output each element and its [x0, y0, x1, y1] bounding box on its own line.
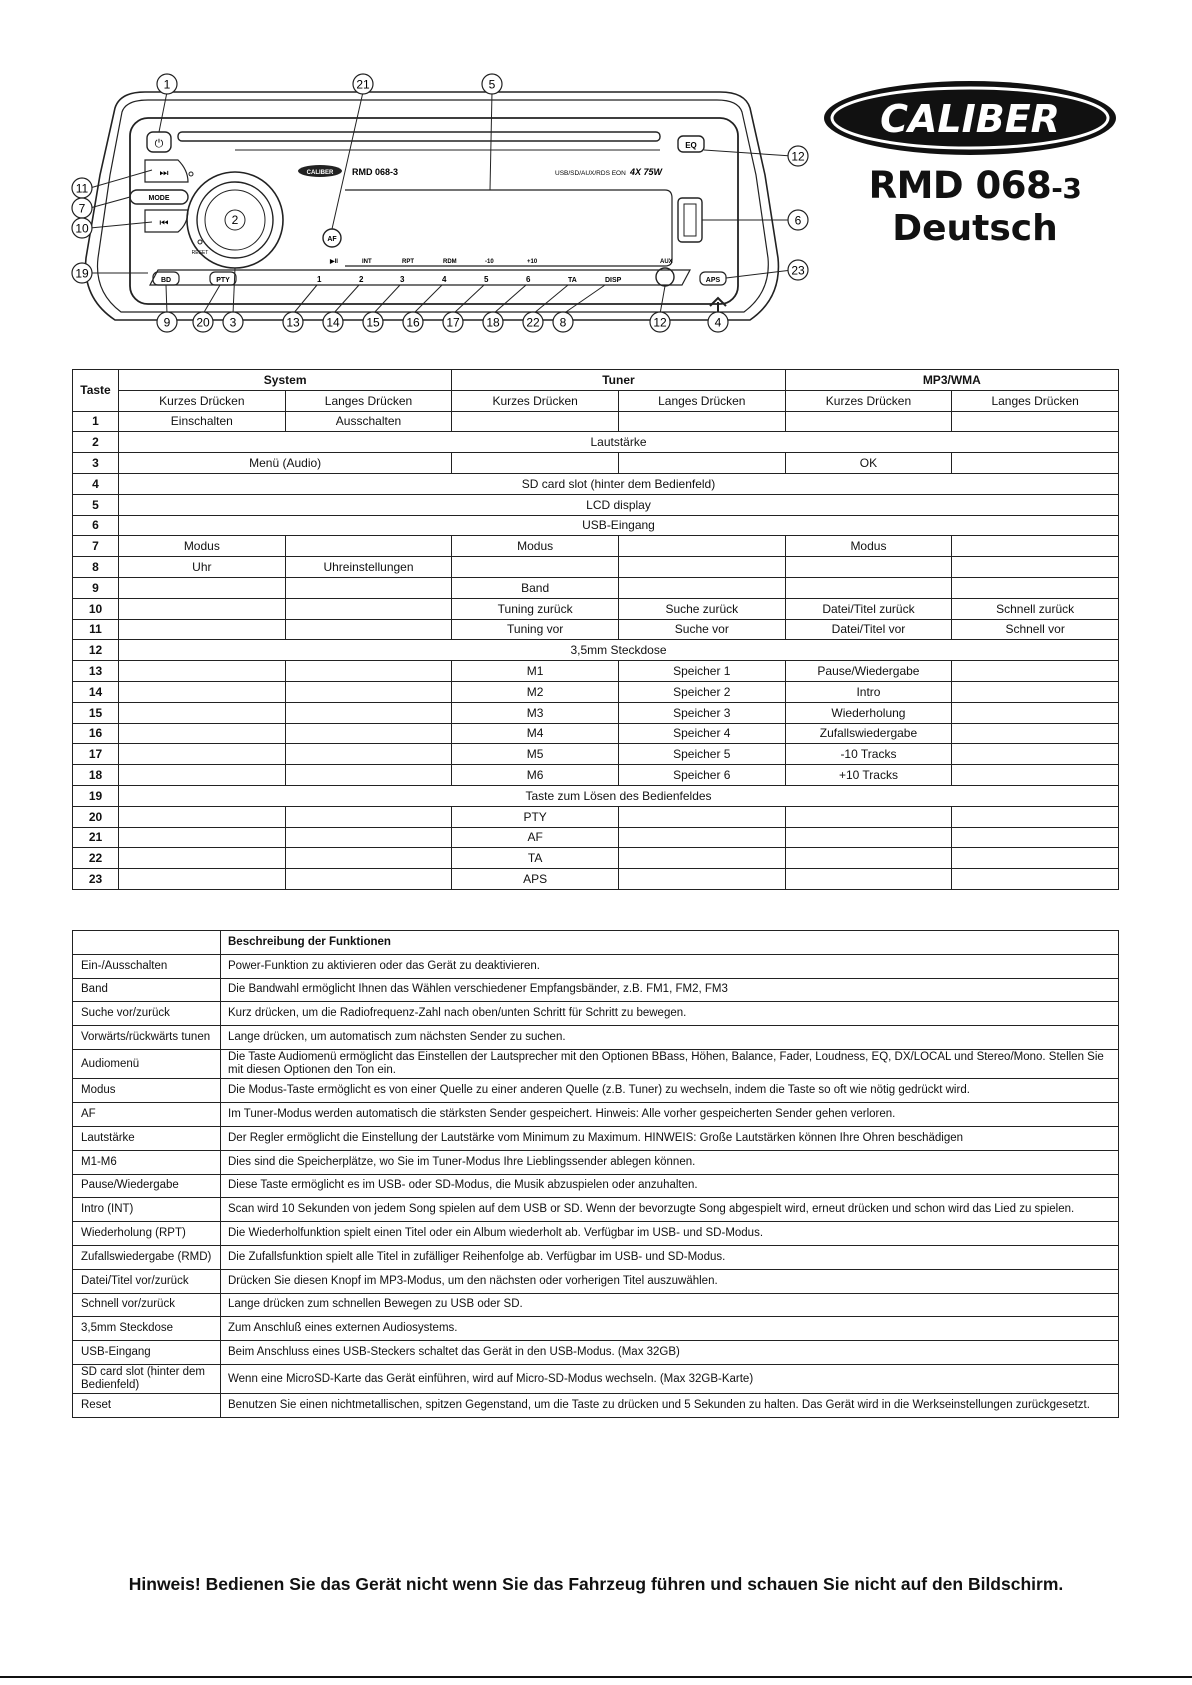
table-cell	[952, 453, 1119, 474]
aux-label: AUX	[660, 259, 673, 265]
minus10-label: -10	[485, 259, 494, 265]
callout-number: 12	[791, 149, 805, 164]
function-desc-header: Beschreibung der Funktionen	[221, 931, 1119, 955]
model-suffix: -3	[1051, 172, 1082, 205]
knob-callout-number: 2	[231, 213, 239, 227]
table-cell	[285, 744, 452, 765]
mode-label: MODE	[148, 195, 170, 202]
table-cell: TA	[452, 848, 619, 869]
callout-number: 14	[326, 315, 340, 330]
table-row	[73, 494, 1119, 515]
key-number: 16	[73, 723, 119, 744]
callout-number: 10	[75, 221, 89, 236]
table-cell	[119, 577, 286, 598]
eq-label: EQ	[685, 141, 697, 150]
table-row	[73, 577, 1119, 598]
function-name: Vorwärts/rückwärts tunen	[73, 1026, 221, 1050]
table-cell: Uhr	[119, 557, 286, 578]
callout-number: 17	[446, 315, 460, 330]
table-cell	[285, 702, 452, 723]
rdm-label: RDM	[443, 259, 457, 265]
table-cell: Tuning vor	[452, 619, 619, 640]
group-header-system: System	[119, 370, 452, 391]
table-row	[73, 827, 1119, 848]
table-cell	[785, 411, 952, 432]
function-description: Die Modus-Taste ermöglicht es von einer Quelle zu einer anderen Quelle (z.B. Tuner) zu wechseln, indem die Taste so oft wie nötig gedrückt wird.	[221, 1079, 1119, 1103]
table-row	[73, 1317, 1119, 1341]
table-row	[73, 1079, 1119, 1103]
table-cell: Zufallswiedergabe	[785, 723, 952, 744]
table-cell	[119, 723, 286, 744]
table-row	[73, 1394, 1119, 1418]
table-row	[73, 848, 1119, 869]
model-name: RMD 068	[868, 164, 1052, 207]
logo-text: CALIBER	[880, 97, 1060, 141]
table-cell	[119, 598, 286, 619]
table-row	[73, 744, 1119, 765]
table-cell	[618, 827, 785, 848]
table-cell: Schnell zurück	[952, 598, 1119, 619]
table-cell	[285, 723, 452, 744]
panel-logo-label: CALIBER	[306, 170, 334, 176]
table-cell	[119, 765, 286, 786]
table-cell	[952, 557, 1119, 578]
table-cell	[785, 806, 952, 827]
table-cell: AF	[452, 827, 619, 848]
sub-header-cell: Kurzes Drücken	[785, 390, 952, 411]
function-name: Schnell vor/zurück	[73, 1293, 221, 1317]
table-cell: Speicher 6	[618, 765, 785, 786]
key-number: 2	[73, 432, 119, 453]
function-description: Kurz drücken, um die Radiofrequenz-Zahl nach oben/unten Schritt für Schritt zu bewegen.	[221, 1002, 1119, 1026]
table-row	[73, 1269, 1119, 1293]
key-number: 19	[73, 785, 119, 806]
table-cell	[285, 536, 452, 557]
callout-number: 9	[163, 315, 171, 330]
function-name: Wiederholung (RPT)	[73, 1222, 221, 1246]
function-description: Der Regler ermöglicht die Einstellung der Lautstärke vom Minimum zu Maximum. HINWEIS: Große Lautstärken können Ihre Ohren beschädigen	[221, 1127, 1119, 1151]
table-cell	[452, 411, 619, 432]
callout-number: 22	[526, 315, 540, 330]
table-cell: Tuning zurück	[452, 598, 619, 619]
key-number: 14	[73, 681, 119, 702]
callout-number: 19	[75, 266, 89, 281]
callout-number: 6	[794, 213, 802, 228]
function-name: SD card slot (hinter dem Bedienfeld)	[73, 1364, 221, 1393]
caliber-logo	[820, 78, 1120, 158]
callout-number: 21	[356, 77, 370, 92]
table-cell: Wiederholung	[785, 702, 952, 723]
table-cell: M3	[452, 702, 619, 723]
table-cell: Speicher 2	[618, 681, 785, 702]
callout-number: 18	[486, 315, 500, 330]
sub-header-row	[73, 390, 1119, 411]
table-cell	[119, 702, 286, 723]
callout-number: 1	[163, 77, 171, 92]
table-row	[73, 661, 1119, 682]
table-cell: M6	[452, 765, 619, 786]
function-description: Zum Anschluß eines externen Audiosystems.	[221, 1317, 1119, 1341]
table-cell	[285, 619, 452, 640]
table-row	[73, 1198, 1119, 1222]
key-number: 13	[73, 661, 119, 682]
table-cell	[785, 577, 952, 598]
table-cell	[119, 806, 286, 827]
key-number: 21	[73, 827, 119, 848]
sub-header-cell: Kurzes Drücken	[119, 390, 286, 411]
table-row	[73, 515, 1119, 536]
group-header-tuner: Tuner	[452, 370, 785, 391]
callout-number: 12	[653, 315, 667, 330]
callout-number: 5	[488, 77, 496, 92]
table-cell	[952, 806, 1119, 827]
function-description-table	[72, 930, 1119, 1418]
ta-label: TA	[568, 277, 577, 284]
function-name: Reset	[73, 1394, 221, 1418]
table-cell	[952, 661, 1119, 682]
table-cell: Modus	[785, 536, 952, 557]
callout-number: 11	[75, 181, 89, 196]
function-description: Im Tuner-Modus werden automatisch die stärksten Sender gespeichert. Hinweis: Alle vorher gespeicherten Sender gehen verloren.	[221, 1103, 1119, 1127]
function-description: Dies sind die Speicherplätze, wo Sie im Tuner-Modus Ihre Lieblingssender ablegen können.	[221, 1150, 1119, 1174]
table-cell: Suche vor	[618, 619, 785, 640]
table-cell	[285, 806, 452, 827]
callout-number: 23	[791, 263, 805, 278]
language-label: Deutsch	[892, 208, 1058, 249]
table-cell: Speicher 5	[618, 744, 785, 765]
table-cell	[952, 681, 1119, 702]
model-title	[855, 164, 1095, 207]
function-description: Die Zufallsfunktion spielt alle Titel in zufälliger Reihenfolge ab. Verfügbar im USB- und SD-Modus.	[221, 1246, 1119, 1270]
key-number: 5	[73, 494, 119, 515]
key-number: 22	[73, 848, 119, 869]
table-cell	[119, 661, 286, 682]
table-cell: Schnell vor	[952, 619, 1119, 640]
function-name: Band	[73, 978, 221, 1002]
table-cell: Suche zurück	[618, 598, 785, 619]
key-number: 11	[73, 619, 119, 640]
table-cell	[785, 848, 952, 869]
table-row	[73, 1222, 1119, 1246]
table-cell	[952, 869, 1119, 890]
table-row	[73, 1174, 1119, 1198]
key-number: 9	[73, 577, 119, 598]
table-row	[73, 702, 1119, 723]
table-cell	[618, 806, 785, 827]
key-number: 12	[73, 640, 119, 661]
callout-number: 15	[366, 315, 380, 330]
pty-label: PTY	[216, 277, 230, 284]
table-cell	[119, 619, 286, 640]
table-cell: Pause/Wiedergabe	[785, 661, 952, 682]
callout-number: 16	[406, 315, 420, 330]
taste-header: Taste	[73, 370, 119, 412]
table-cell	[119, 869, 286, 890]
table-row	[73, 1341, 1119, 1365]
svg-text:⏭: ⏭	[159, 168, 169, 179]
aps-label: APS	[705, 277, 721, 284]
table-row	[73, 619, 1119, 640]
table-cell	[952, 723, 1119, 744]
key-number: 18	[73, 765, 119, 786]
spanning-cell: LCD display	[119, 494, 1119, 515]
table-row	[73, 1150, 1119, 1174]
table-cell	[618, 453, 785, 474]
table-cell: Einschalten	[119, 411, 286, 432]
table-cell	[785, 557, 952, 578]
table-cell	[952, 765, 1119, 786]
callout-number: 4	[714, 315, 722, 330]
spanning-cell: Lautstärke	[119, 432, 1119, 453]
key-number: 15	[73, 702, 119, 723]
table-row	[73, 557, 1119, 578]
sub-header-cell: Kurzes Drücken	[452, 390, 619, 411]
svg-text:⏻: ⏻	[154, 138, 164, 150]
preset-4-label: 4	[442, 275, 447, 284]
table-cell	[452, 557, 619, 578]
function-name: M1-M6	[73, 1150, 221, 1174]
table-cell: M1	[452, 661, 619, 682]
sub-header-cell: Langes Drücken	[285, 390, 452, 411]
table-cell	[119, 827, 286, 848]
function-description: Wenn eine MicroSD-Karte das Gerät einführen, wird auf Micro-SD-Modus wechseln. (Max 32GB-Karte)	[221, 1364, 1119, 1393]
table-cell	[952, 827, 1119, 848]
table-cell	[952, 411, 1119, 432]
panel-model-label: RMD 068-3	[352, 167, 399, 177]
table-cell	[618, 536, 785, 557]
table-cell: Datei/Titel vor	[785, 619, 952, 640]
table-cell: APS	[452, 869, 619, 890]
callout-number: 8	[559, 315, 567, 330]
table-cell: -10 Tracks	[785, 744, 952, 765]
bd-label: BD	[160, 277, 172, 284]
callout-number: 3	[229, 315, 237, 330]
table-row	[73, 869, 1119, 890]
function-description: Scan wird 10 Sekunden von jedem Song spielen auf dem USB or SD. Wenn der bevorzugte Song abgespielt wird, erneut drücken und schon wird das Lied zu spielen.	[221, 1198, 1119, 1222]
svg-text:⏮: ⏮	[159, 218, 169, 229]
spanning-cell: USB-Eingang	[119, 515, 1119, 536]
function-name: Suche vor/zurück	[73, 1002, 221, 1026]
key-number: 8	[73, 557, 119, 578]
callout-markers	[72, 74, 808, 332]
plus10-label: +10	[527, 259, 538, 265]
table-cell	[119, 681, 286, 702]
table-row	[73, 640, 1119, 661]
spanning-cell: SD card slot (hinter dem Bedienfeld)	[119, 473, 1119, 494]
table-cell	[285, 577, 452, 598]
function-name: Ein-/Ausschalten	[73, 954, 221, 978]
spanning-cell: 3,5mm Steckdose	[119, 640, 1119, 661]
preset-3-label: 3	[400, 275, 405, 284]
table-cell: PTY	[452, 806, 619, 827]
table-cell: OK	[785, 453, 952, 474]
table-cell	[618, 577, 785, 598]
preset-6-label: 6	[526, 275, 531, 284]
table-row	[73, 723, 1119, 744]
table-cell: Speicher 3	[618, 702, 785, 723]
panel-spec-label: USB/SD/AUX/RDS EON	[555, 170, 626, 177]
function-name-header	[73, 931, 221, 955]
table-cell	[452, 453, 619, 474]
table-row	[73, 1293, 1119, 1317]
function-name: Datei/Titel vor/zurück	[73, 1269, 221, 1293]
table-row	[73, 1002, 1119, 1026]
table-cell	[618, 557, 785, 578]
table-cell	[618, 848, 785, 869]
key-number: 4	[73, 473, 119, 494]
table-cell: Modus	[452, 536, 619, 557]
table-row	[73, 1049, 1119, 1078]
spanning-cell: Taste zum Lösen des Bedienfeldes	[119, 785, 1119, 806]
table-cell	[785, 827, 952, 848]
function-description: Lange drücken zum schnellen Bewegen zu USB oder SD.	[221, 1293, 1119, 1317]
table-cell	[285, 869, 452, 890]
callout-number: 20	[196, 315, 210, 330]
function-description: Die Wiederholfunktion spielt einen Titel oder ein Album wiederholt ab. Verfügbar im USB- und SD-Modus.	[221, 1222, 1119, 1246]
table-row	[73, 432, 1119, 453]
function-description: Die Bandwahl ermöglicht Ihnen das Wählen verschiedener Empfangsbänder, z.B. FM1, FM2, FM3	[221, 978, 1119, 1002]
table-row	[73, 1364, 1119, 1393]
table-cell	[952, 702, 1119, 723]
table-row	[73, 954, 1119, 978]
function-description: Power-Funktion zu aktivieren oder das Gerät zu deaktivieren.	[221, 954, 1119, 978]
table-cell	[952, 744, 1119, 765]
function-description: Benutzen Sie einen nichtmetallischen, spitzen Gegenstand, um die Taste zu drücken und 5 Sekunden zu halten. Das Gerät wird in die Werkseinstellungen zurückgesetzt.	[221, 1394, 1119, 1418]
key-number: 1	[73, 411, 119, 432]
reset-label: RESET	[191, 250, 209, 256]
table-cell: Modus	[119, 536, 286, 557]
table-cell	[618, 869, 785, 890]
rpt-label: RPT	[402, 259, 414, 265]
table-row	[73, 411, 1119, 432]
preset-5-label: 5	[484, 275, 489, 284]
function-name: Lautstärke	[73, 1127, 221, 1151]
function-name: Pause/Wiedergabe	[73, 1174, 221, 1198]
table-cell	[952, 577, 1119, 598]
group-header-mp3: MP3/WMA	[785, 370, 1118, 391]
function-name: Intro (INT)	[73, 1198, 221, 1222]
key-number: 20	[73, 806, 119, 827]
disp-label: DISP	[605, 277, 622, 284]
key-number: 3	[73, 453, 119, 474]
function-description: Diese Taste ermöglicht es im USB- oder SD-Modus, die Musik abzuspielen oder anzuhalten.	[221, 1174, 1119, 1198]
table-cell: +10 Tracks	[785, 765, 952, 786]
table-cell: Band	[452, 577, 619, 598]
table-cell	[285, 681, 452, 702]
function-description: Lange drücken, um automatisch zum nächsten Sender zu suchen.	[221, 1026, 1119, 1050]
table-row	[73, 473, 1119, 494]
table-cell: M2	[452, 681, 619, 702]
sub-header-cell: Langes Drücken	[952, 390, 1119, 411]
callout-number: 13	[286, 315, 300, 330]
play-pause-label: ▶II	[330, 259, 338, 265]
spanning-cell: Menü (Audio)	[119, 453, 452, 474]
panel-power-label: 4X 75W	[630, 167, 663, 177]
table-cell	[285, 598, 452, 619]
function-description: Die Taste Audiomenü ermöglicht das Einstellen der Lautsprecher mit den Optionen BBass, Höhen, Balance, Fader, Loudness, EQ, DX/LOCAL und Stereo/Mono. Stellen Sie mit diesen Optionen den Ton ein.	[221, 1049, 1119, 1078]
key-number: 23	[73, 869, 119, 890]
function-name: USB-Eingang	[73, 1341, 221, 1365]
sub-header-cell: Langes Drücken	[618, 390, 785, 411]
callout-number: 7	[78, 201, 86, 216]
table-cell	[285, 765, 452, 786]
key-number: 6	[73, 515, 119, 536]
table-row	[73, 785, 1119, 806]
table-row	[73, 536, 1119, 557]
table-cell	[952, 536, 1119, 557]
preset-2-label: 2	[359, 275, 364, 284]
af-label: AF	[327, 236, 337, 243]
function-name: Modus	[73, 1079, 221, 1103]
table-row	[73, 978, 1119, 1002]
key-number: 7	[73, 536, 119, 557]
table-cell	[285, 848, 452, 869]
key-number: 10	[73, 598, 119, 619]
table-row	[73, 806, 1119, 827]
int-label: INT	[362, 259, 372, 265]
table-row	[73, 598, 1119, 619]
function-description: Beim Anschluss eines USB-Steckers schaltet das Gerät in den USB-Modus. (Max 32GB)	[221, 1341, 1119, 1365]
table-row	[73, 1103, 1119, 1127]
function-name: 3,5mm Steckdose	[73, 1317, 221, 1341]
table-cell	[952, 848, 1119, 869]
button-function-table	[72, 369, 1119, 890]
table-cell: Ausschalten	[285, 411, 452, 432]
table-cell: M5	[452, 744, 619, 765]
function-name: Audiomenü	[73, 1049, 221, 1078]
table-cell: Datei/Titel zurück	[785, 598, 952, 619]
table-row	[73, 1246, 1119, 1270]
function-name: Zufallswiedergabe (RMD)	[73, 1246, 221, 1270]
table-row	[73, 453, 1119, 474]
table-row	[73, 1127, 1119, 1151]
table-row	[73, 1026, 1119, 1050]
table-cell	[618, 411, 785, 432]
function-description: Drücken Sie diesen Knopf im MP3-Modus, um den nächsten oder vorherigen Titel auszuwählen.	[221, 1269, 1119, 1293]
table-cell	[785, 869, 952, 890]
table-cell	[285, 661, 452, 682]
table-cell	[285, 827, 452, 848]
table-cell: Uhreinstellungen	[285, 557, 452, 578]
table-cell: Intro	[785, 681, 952, 702]
safety-hint: Hinweis! Bedienen Sie das Gerät nicht wenn Sie das Fahrzeug führen und schauen Sie nicht auf den Bildschirm.	[128, 1574, 1064, 1594]
table-cell: M4	[452, 723, 619, 744]
function-name: AF	[73, 1103, 221, 1127]
table-cell	[119, 848, 286, 869]
preset-1-label: 1	[317, 275, 322, 284]
bottom-rule	[0, 1676, 1192, 1678]
table-row	[73, 765, 1119, 786]
table-cell	[119, 744, 286, 765]
table-cell: Speicher 4	[618, 723, 785, 744]
table-row	[73, 681, 1119, 702]
table-cell: Speicher 1	[618, 661, 785, 682]
key-number: 17	[73, 744, 119, 765]
